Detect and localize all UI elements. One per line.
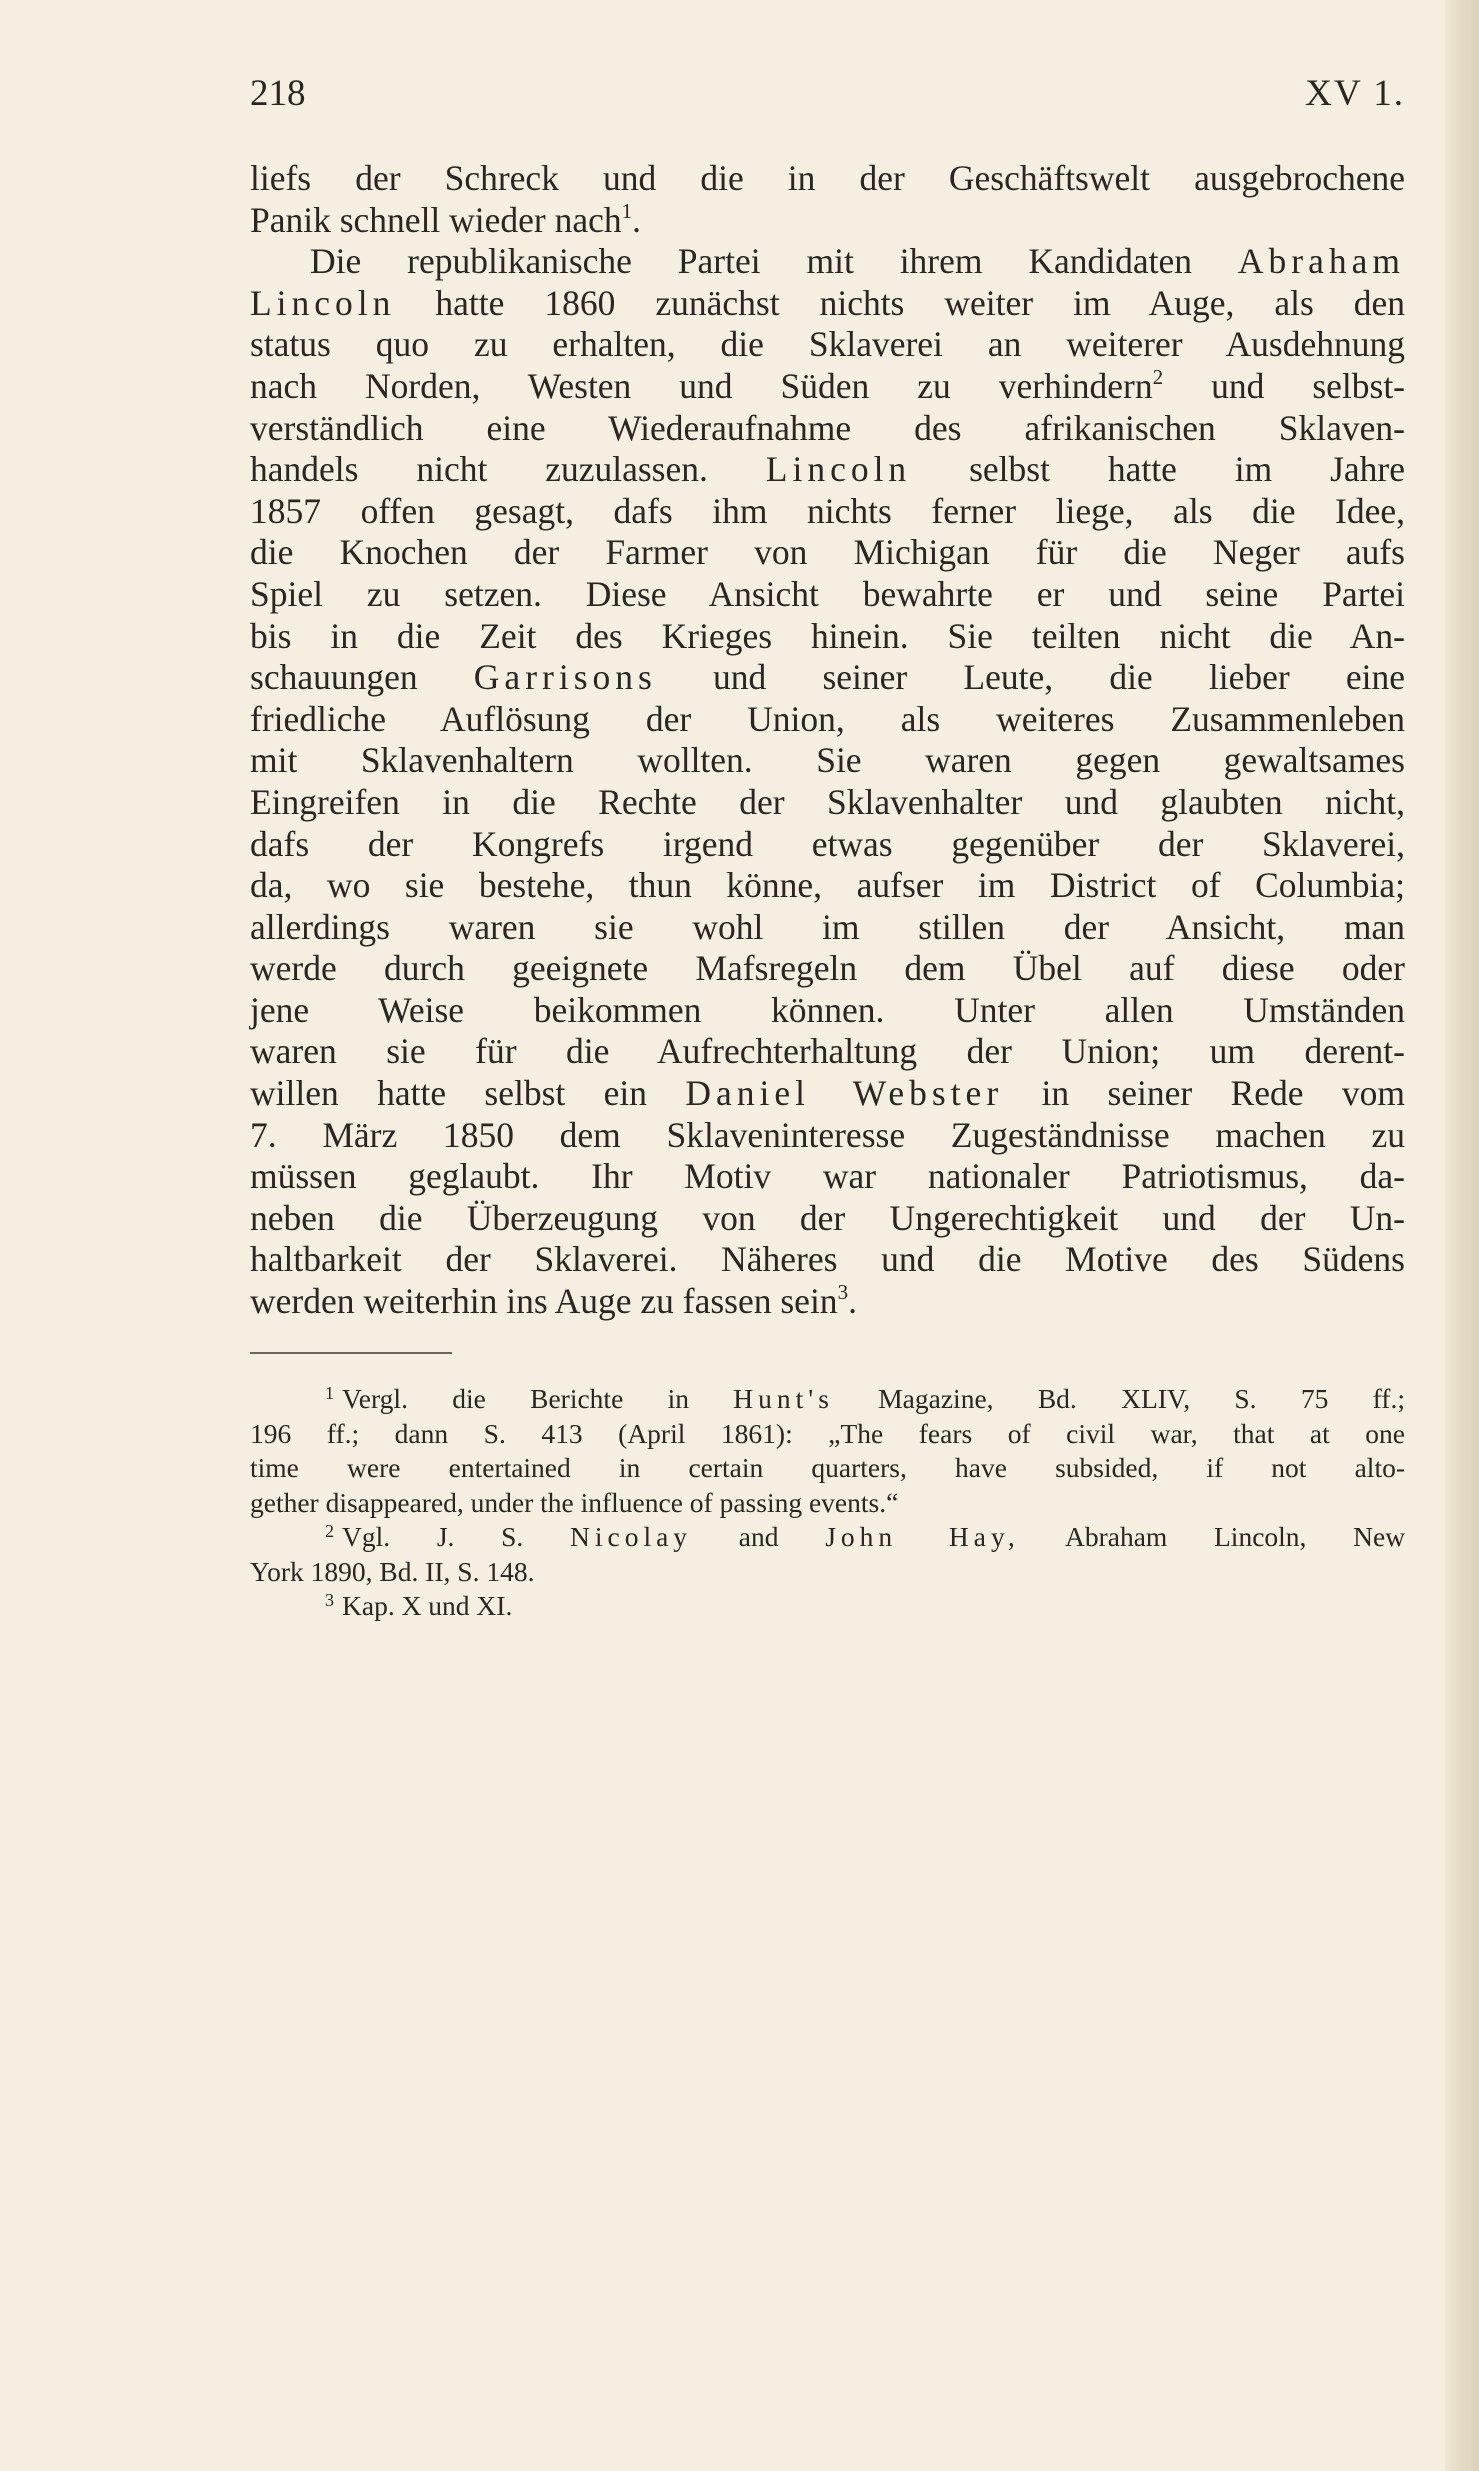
footnote-line: time were entertained in certain quarters, have subsided, if not alto- xyxy=(250,1452,1405,1483)
text-line: waren sie für die Aufrechterhaltung der Union; um derent- xyxy=(250,1031,1405,1072)
text-line: Eingreifen in die Rechte der Sklavenhalter und glaubten nicht, xyxy=(250,781,1405,822)
person-name: Lincoln xyxy=(250,282,396,323)
text-line: status quo zu erhalten, die Sklaverei an weiterer Ausdehnung xyxy=(250,324,1405,365)
text-line: mit Sklavenhaltern wollten. Sie waren gegen gewaltsames xyxy=(250,740,1405,781)
page-edge-shadow xyxy=(1445,0,1479,2471)
footnote-ref: 1 xyxy=(621,198,633,223)
text-line: neben die Überzeugung von der Ungerechtigkeit und der Un- xyxy=(250,1197,1405,1238)
footnote-line: $^2$ Vgl. J. S. Nicolay and John Hay, Abraham Lincoln, New xyxy=(325,1521,1406,1552)
running-head: XV 1. xyxy=(1305,73,1405,114)
person-name: John Hay, xyxy=(825,1521,1020,1552)
text-line: nach Norden, Westen und Süden zu verhindern$^2$ und selbst- xyxy=(250,364,1406,406)
person-name: Hunt's xyxy=(733,1383,834,1414)
footnote-line: $^3$ Kap. X und XI. xyxy=(325,1590,513,1621)
footnotes xyxy=(250,1382,1405,1624)
person-name: Abraham xyxy=(1237,241,1406,282)
text-line: handels nicht zuzulassen. Lincoln selbst hatte im Jahre xyxy=(250,449,1406,490)
person-name: Daniel Webster xyxy=(685,1073,1004,1114)
footnote-ref: 3 xyxy=(837,1280,849,1305)
text-line: Die republikanische Partei mit ihrem Kandidaten Abraham xyxy=(310,241,1406,282)
text-line: die Knochen der Farmer von Michigan für die Neger aufs xyxy=(250,532,1405,573)
text-line: Panik schnell wieder nach$^1$. xyxy=(250,198,642,240)
person-name: Nicolay xyxy=(570,1521,693,1552)
footnote-mark: 2 xyxy=(325,1521,334,1541)
text-line: liefs der Schreck und die in der Geschäftswelt ausgebrochene xyxy=(250,158,1405,198)
text-line: werden weiterhin ins Auge zu fassen sein$^3$. xyxy=(250,1280,857,1322)
body-text xyxy=(250,158,1405,1323)
text-line: bis in die Zeit des Krieges hinein. Sie teilten nicht die An- xyxy=(250,615,1405,656)
text-line: friedliche Auflösung der Union, als weiteres Zusammenleben xyxy=(250,698,1405,739)
text-line: da, wo sie bestehe, thun könne, aufser im District of Columbia; xyxy=(250,865,1405,906)
footnote-mark: 3 xyxy=(325,1590,334,1610)
text-line: schauungen Garrisons und seiner Leute, die lieber eine xyxy=(250,657,1406,698)
footnote-ref: 2 xyxy=(1152,364,1164,389)
text-line: werde durch geeignete Mafsregeln dem Übel auf diese oder xyxy=(250,948,1405,989)
page-number: 218 xyxy=(250,73,306,114)
text-line: haltbarkeit der Sklaverei. Näheres und die Motive des Südens xyxy=(250,1239,1405,1280)
page-header xyxy=(250,72,1405,132)
text-line: allerdings waren sie wohl im stillen der Ansicht, man xyxy=(250,906,1405,947)
person-name: Garrisons xyxy=(473,657,657,698)
text-line: Spiel zu setzen. Diese Ansicht bewahrte er und seine Partei xyxy=(250,573,1405,614)
text-line: jene Weise beikommen können. Unter allen Umständen xyxy=(250,989,1405,1030)
footnote-line: 196 ff.; dann S. 413 (April 1861): „The fears of civil war, that at one xyxy=(250,1417,1405,1449)
text-line: müssen geglaubt. Ihr Motiv war nationaler Patriotismus, da- xyxy=(250,1156,1405,1197)
footnote-line: gether disappeared, under the influence of passing events.“ xyxy=(250,1486,899,1518)
footnote-line: $^1$ Vergl. die Berichte in Hunt's Magazine, Bd. XLIV, S. 75 ff.; xyxy=(325,1383,1405,1414)
text-line: verständlich eine Wiederaufnahme des afrikanischen Sklaven- xyxy=(250,407,1405,448)
footnote-line: York 1890, Bd. II, S. 148. xyxy=(250,1555,535,1587)
text-line: 1857 offen gesagt, dafs ihm nichts ferner liege, als die Idee, xyxy=(250,490,1405,531)
footnote-separator xyxy=(250,1352,452,1354)
footnote-mark: 1 xyxy=(325,1383,334,1403)
text-line: dafs der Kongrefs irgend etwas gegenüber der Sklaverei, xyxy=(250,823,1405,864)
text-line: 7. März 1850 dem Sklaveninteresse Zugeständnisse machen zu xyxy=(250,1114,1405,1155)
person-name: Lincoln xyxy=(765,449,912,490)
text-line: Lincoln hatte 1860 zunächst nichts weiter im Auge, als den xyxy=(250,282,1405,323)
text-line: willen hatte selbst ein Daniel Webster in seiner Rede vom xyxy=(250,1073,1405,1114)
